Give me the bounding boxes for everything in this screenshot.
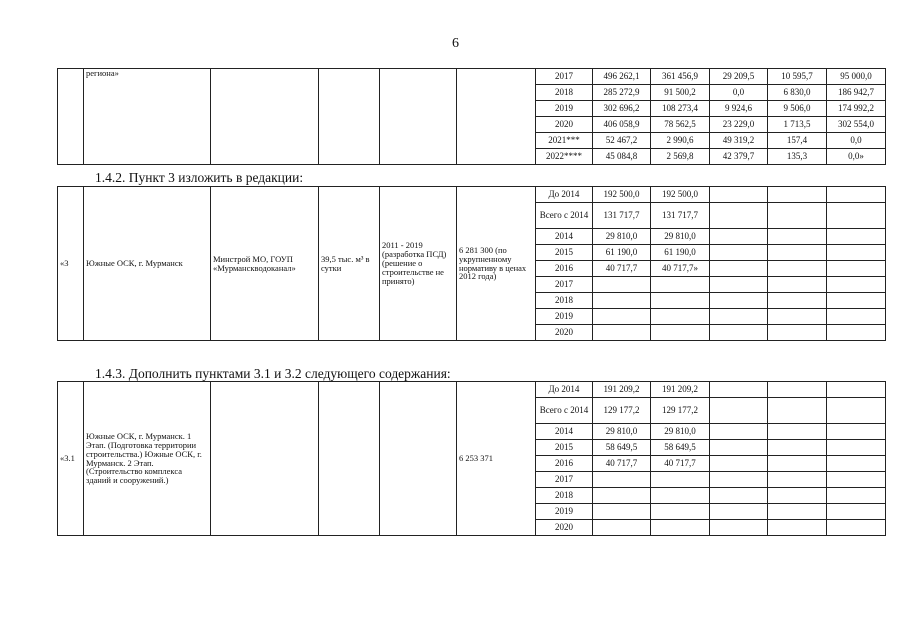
year-cell: 2015 (536, 245, 593, 261)
value-cell (768, 203, 827, 229)
year-cell: 2020 (536, 117, 593, 133)
value-cell (710, 472, 768, 488)
value-cell: 29 810,0 (593, 229, 651, 245)
capacity-cell (319, 69, 380, 165)
year-cell: 2017 (536, 277, 593, 293)
cost-cell (457, 69, 536, 165)
value-cell (827, 261, 886, 277)
value-cell: 302 696,2 (593, 101, 651, 117)
value-cell (768, 382, 827, 398)
value-cell: 129 177,2 (651, 398, 710, 424)
year-cell: До 2014 (536, 187, 593, 203)
value-cell (768, 277, 827, 293)
value-cell (651, 293, 710, 309)
num-cell: «3.1 (58, 382, 84, 536)
year-cell: Всего с 2014 (536, 398, 593, 424)
year-cell: 2018 (536, 488, 593, 504)
value-cell (827, 504, 886, 520)
value-cell (827, 277, 886, 293)
value-cell: 157,4 (768, 133, 827, 149)
value-cell (651, 488, 710, 504)
value-cell (768, 488, 827, 504)
year-cell: 2016 (536, 261, 593, 277)
value-cell (710, 229, 768, 245)
value-cell (768, 293, 827, 309)
year-cell: 2017 (536, 69, 593, 85)
value-cell: 174 992,2 (827, 101, 886, 117)
section-heading-1-4-2: 1.4.2. Пункт 3 изложить в редакции: (95, 170, 304, 185)
value-cell: 361 456,9 (651, 69, 710, 85)
value-cell (651, 325, 710, 341)
executor-cell (211, 69, 319, 165)
value-cell: 29 209,5 (710, 69, 768, 85)
name-cell: Южные ОСК, г. Мурманск (84, 187, 211, 341)
value-cell (710, 277, 768, 293)
value-cell (827, 398, 886, 424)
page-number: 6 (452, 36, 459, 51)
value-cell: 9 924,6 (710, 101, 768, 117)
value-cell: 23 229,0 (710, 117, 768, 133)
value-cell: 78 562,5 (651, 117, 710, 133)
value-cell (651, 504, 710, 520)
value-cell (593, 472, 651, 488)
year-cell: 2014 (536, 229, 593, 245)
value-cell: 192 500,0 (651, 187, 710, 203)
year-cell: 2015 (536, 440, 593, 456)
value-cell: 0,0 (710, 85, 768, 101)
value-cell (710, 424, 768, 440)
period-cell: 2011 - 2019 (разработка ПСД) (решение о строительстве не принято) (380, 187, 457, 341)
value-cell: 0,0 (827, 133, 886, 149)
value-cell: 95 000,0 (827, 69, 886, 85)
num-cell (58, 69, 84, 165)
value-cell: 191 209,2 (651, 382, 710, 398)
value-cell (827, 440, 886, 456)
value-cell (827, 488, 886, 504)
section-heading-1-4-3: 1.4.3. Дополнить пунктами 3.1 и 3.2 следующего содержания: (95, 366, 451, 381)
value-cell (768, 456, 827, 472)
value-cell: 61 190,0 (651, 245, 710, 261)
value-cell (827, 245, 886, 261)
value-cell (710, 325, 768, 341)
value-cell (593, 520, 651, 536)
value-cell (768, 472, 827, 488)
num-cell: «3 (58, 187, 84, 341)
name-cell: Южные ОСК, г. Мурманск. 1 Этап. (Подготовка территории строительства.) Южные ОСК, г. Мурманск. 2 Этап. (Строительство комплекса зданий и сооружений.) (84, 382, 211, 536)
value-cell (827, 456, 886, 472)
value-cell: 2 569,8 (651, 149, 710, 165)
value-cell (827, 293, 886, 309)
value-cell: 58 649,5 (651, 440, 710, 456)
value-cell: 192 500,0 (593, 187, 651, 203)
value-cell: 496 262,1 (593, 69, 651, 85)
value-cell (710, 456, 768, 472)
value-cell: 131 717,7 (593, 203, 651, 229)
value-cell (710, 504, 768, 520)
year-cell: 2021*** (536, 133, 593, 149)
year-cell: 2017 (536, 472, 593, 488)
value-cell: 285 272,9 (593, 85, 651, 101)
value-cell (768, 504, 827, 520)
value-cell (710, 398, 768, 424)
value-cell (827, 203, 886, 229)
value-cell: 129 177,2 (593, 398, 651, 424)
value-cell (768, 440, 827, 456)
cost-cell: 6 281 300 (по укрупненному нормативу в ценах 2012 года) (457, 187, 536, 341)
year-cell: 2018 (536, 293, 593, 309)
value-cell: 52 467,2 (593, 133, 651, 149)
value-cell (593, 293, 651, 309)
value-cell (768, 424, 827, 440)
value-cell (768, 229, 827, 245)
year-cell: 2020 (536, 520, 593, 536)
value-cell (768, 398, 827, 424)
value-cell (710, 488, 768, 504)
value-cell (827, 520, 886, 536)
value-cell (710, 187, 768, 203)
value-cell (593, 488, 651, 504)
value-cell (710, 261, 768, 277)
value-cell: 40 717,7 (651, 456, 710, 472)
value-cell (768, 261, 827, 277)
value-cell: 131 717,7 (651, 203, 710, 229)
value-cell (827, 229, 886, 245)
value-cell (710, 293, 768, 309)
year-cell: 2019 (536, 504, 593, 520)
value-cell: 6 830,0 (768, 85, 827, 101)
value-cell (827, 309, 886, 325)
year-cell: 2022**** (536, 149, 593, 165)
value-cell: 58 649,5 (593, 440, 651, 456)
value-cell: 9 506,0 (768, 101, 827, 117)
value-cell (710, 382, 768, 398)
value-cell (768, 325, 827, 341)
value-cell: 29 810,0 (651, 424, 710, 440)
value-cell (827, 424, 886, 440)
value-cell (827, 382, 886, 398)
value-cell (710, 309, 768, 325)
table-continuation (57, 68, 886, 165)
value-cell: 1 713,5 (768, 117, 827, 133)
value-cell (768, 520, 827, 536)
table-row (58, 382, 886, 398)
year-cell: 2014 (536, 424, 593, 440)
year-cell: 2020 (536, 325, 593, 341)
value-cell (651, 520, 710, 536)
value-cell: 40 717,7 (593, 261, 651, 277)
table-row (58, 69, 886, 85)
year-cell: 2018 (536, 85, 593, 101)
table-row (58, 187, 886, 203)
table-item-3 (57, 186, 886, 341)
year-cell: До 2014 (536, 382, 593, 398)
cost-cell: 6 253 371 (457, 382, 536, 536)
capacity-cell: 39,5 тыс. м³ в сутки (319, 187, 380, 341)
period-cell (380, 382, 457, 536)
value-cell: 108 273,4 (651, 101, 710, 117)
value-cell (651, 472, 710, 488)
value-cell (768, 187, 827, 203)
period-cell (380, 69, 457, 165)
value-cell: 61 190,0 (593, 245, 651, 261)
value-cell: 186 942,7 (827, 85, 886, 101)
year-cell: 2019 (536, 101, 593, 117)
value-cell (710, 520, 768, 536)
value-cell (651, 277, 710, 293)
year-cell: 2016 (536, 456, 593, 472)
value-cell (827, 187, 886, 203)
executor-cell: Минстрой МО, ГОУП «Мурманскводоканал» (211, 187, 319, 341)
value-cell: 29 810,0 (593, 424, 651, 440)
value-cell (827, 472, 886, 488)
value-cell: 302 554,0 (827, 117, 886, 133)
value-cell: 0,0» (827, 149, 886, 165)
value-cell: 42 379,7 (710, 149, 768, 165)
value-cell (593, 504, 651, 520)
value-cell (710, 245, 768, 261)
value-cell: 2 990,6 (651, 133, 710, 149)
executor-cell (211, 382, 319, 536)
value-cell (593, 277, 651, 293)
value-cell (593, 325, 651, 341)
value-cell: 10 595,7 (768, 69, 827, 85)
value-cell (593, 309, 651, 325)
value-cell: 191 209,2 (593, 382, 651, 398)
capacity-cell (319, 382, 380, 536)
year-cell: 2019 (536, 309, 593, 325)
value-cell: 45 084,8 (593, 149, 651, 165)
value-cell: 406 058,9 (593, 117, 651, 133)
table-item-3-1 (57, 381, 886, 536)
year-cell: Всего с 2014 (536, 203, 593, 229)
value-cell (768, 245, 827, 261)
value-cell: 135,3 (768, 149, 827, 165)
value-cell (768, 309, 827, 325)
value-cell: 91 500,2 (651, 85, 710, 101)
value-cell (710, 203, 768, 229)
value-cell: 29 810,0 (651, 229, 710, 245)
value-cell (710, 440, 768, 456)
value-cell: 40 717,7 (593, 456, 651, 472)
value-cell: 40 717,7» (651, 261, 710, 277)
description-cell: региона» (84, 69, 211, 165)
value-cell (651, 309, 710, 325)
value-cell (827, 325, 886, 341)
value-cell: 49 319,2 (710, 133, 768, 149)
